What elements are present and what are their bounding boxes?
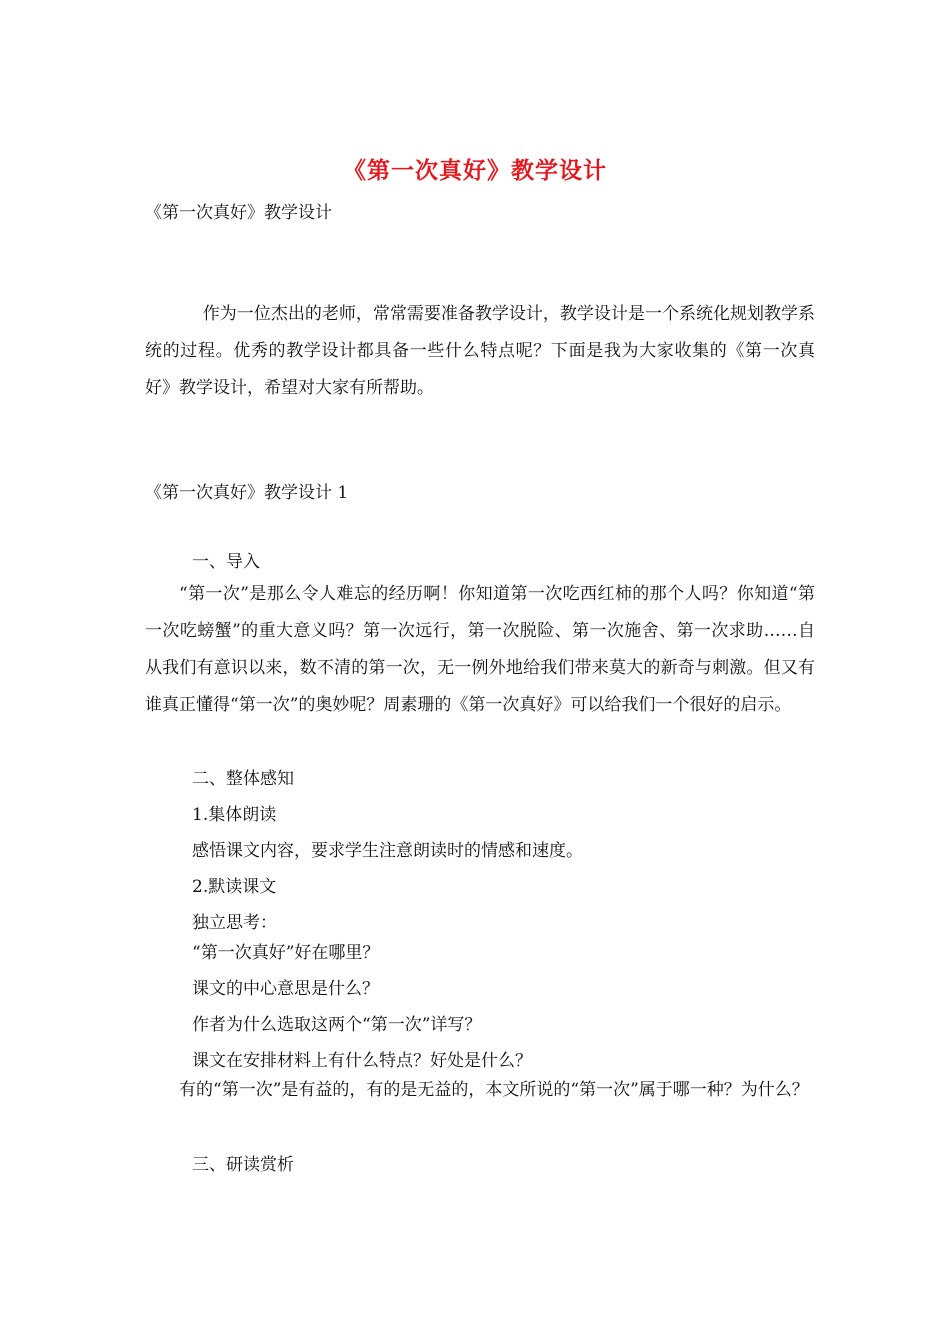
heading-analysis: 三、研读赏析	[192, 1155, 294, 1175]
section-title: 《第一次真好》教学设计 1	[145, 483, 349, 503]
import-paragraph: “第一次”是那么令人难忘的经历啊！你知道第一次吃西红柿的那个人吗？你知道“第一次吃螃蟹”的重大意义吗？第一次远行，第一次脱险、第一次施舍、第一次求助……自从我们有意识以来，数不清的第一次，无一例外地给我们带来莫大的新奇与刺激。但又有谁真正懂得“第一次”的奥妙呢？周素珊的《第一次真好》可以给我们一个很好的启示。	[145, 584, 815, 715]
intro-paragraph: 作为一位杰出的老师，常常需要准备教学设计，教学设计是一个系统化规划教学系统的过程。优秀的教学设计都具备一些什么特点呢？下面是我为大家收集的《第一次真好》教学设计，希望对大家有所帮助。	[145, 304, 815, 398]
item-group-reading: 1.集体朗读	[192, 805, 277, 825]
heading-import: 一、导入	[192, 552, 260, 572]
question-1: “第一次真好”好在哪里？	[192, 943, 380, 963]
document-subtitle: 《第一次真好》教学设计	[145, 203, 332, 223]
question-2: 课文的中心意思是什么？	[192, 979, 379, 999]
think-label: 独立思考：	[192, 913, 277, 933]
heading-overall-perception: 二、整体感知	[192, 769, 294, 789]
question-5: 有的“第一次”是有益的，有的是无益的，本文所说的“第一次”属于哪一种？为什么？	[179, 1080, 809, 1100]
question-4: 课文在安排材料上有什么特点？好处是什么？	[192, 1051, 532, 1071]
item-group-reading-text: 感悟课文内容，要求学生注意朗读时的情感和速度。	[192, 841, 583, 861]
item-silent-reading: 2.默读课文	[192, 877, 277, 897]
document-title: 《第一次真好》教学设计	[343, 157, 607, 184]
question-3: 作者为什么选取这两个“第一次”详写？	[192, 1015, 482, 1035]
